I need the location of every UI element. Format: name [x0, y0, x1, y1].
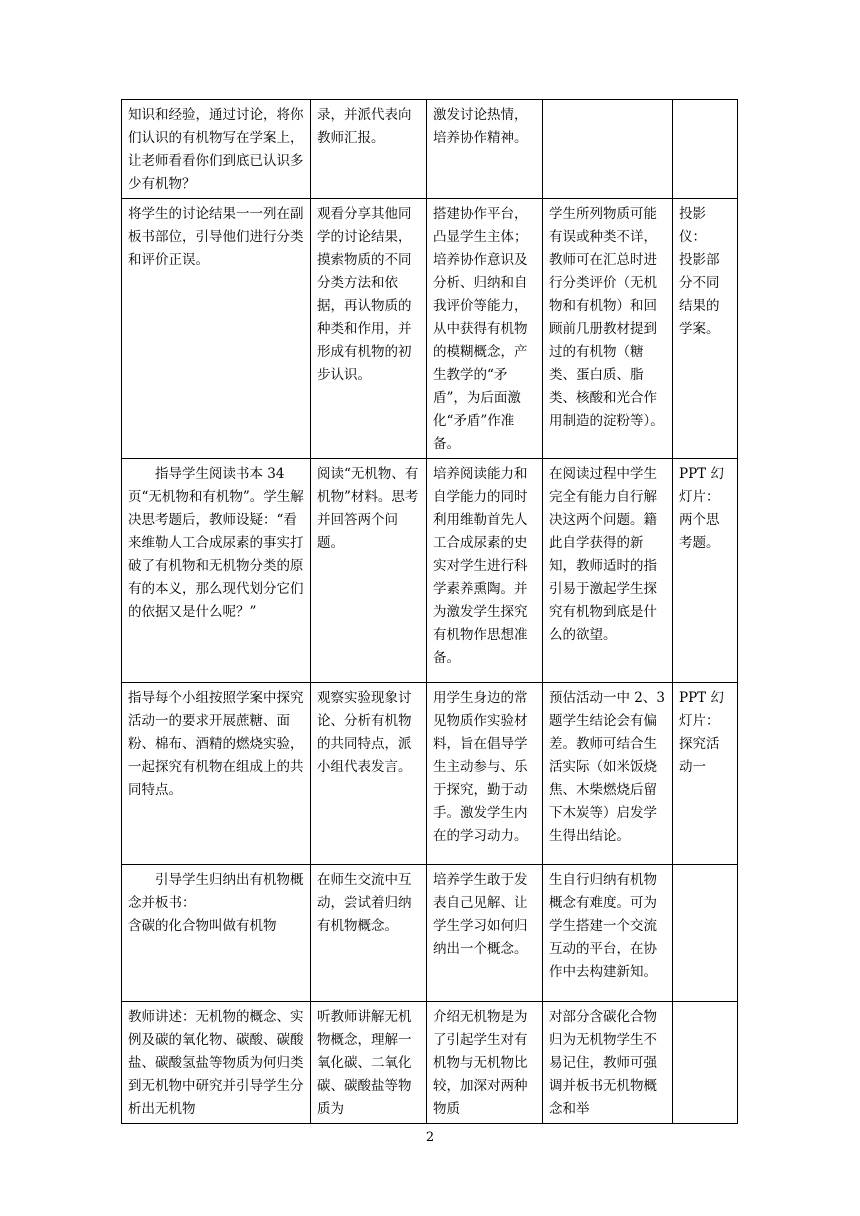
media-cell — [673, 1002, 738, 1124]
notes-cell: 生自行归纳有机物概念有难度。可为学生搭建一个交流互动的平台，在协作中去构建新知。 — [543, 865, 673, 1002]
student-activity-cell: 听教师讲解无机物概念，理解一氧化碳、二氧化碳、碳酸盐等物质为 — [311, 1002, 427, 1124]
table-row — [122, 683, 738, 865]
lesson-plan-table — [121, 99, 738, 1124]
notes-cell — [543, 100, 673, 199]
teacher-activity-cell: 知识和经验，通过讨论，将你们认识的有机物写在学案上，让老师看看你们到底已认识多少有机物？ — [122, 100, 311, 199]
student-activity-cell: 观察实验现象讨论、分析有机物的共同特点，派小组代表发言。 — [311, 683, 427, 865]
design-intent-cell: 激发讨论热情，培养协作精神。 — [427, 100, 543, 199]
design-intent-cell: 用学生身边的常见物质作实验材料，旨在倡导学生主动参与、乐于探究，勤于动手。激发学生内在的学习动力。 — [427, 683, 543, 865]
notes-cell: 学生所列物质可能有误或种类不详，教师可在汇总时进行分类评价（无机物和有机物）和回顾前几册教材提到过的有机物（糖类、蛋白质、脂类、核酸和光合作用制造的淀粉等）。 — [543, 199, 673, 459]
media-cell — [673, 865, 738, 1002]
design-intent-cell: 介绍无机物是为了引起学生对有机物与无机物比较，加深对两种物质 — [427, 1002, 543, 1124]
design-intent-cell: 搭建协作平台，凸显学生主体；培养协作意识及分析、归纳和自我评价等能力，从中获得有机物的模糊概念，产生教学的“矛盾”，为后面激化“矛盾”作准备。 — [427, 199, 543, 459]
teacher-activity-cell: 教师讲述：无机物的概念、实例及碳的氧化物、碳酸、碳酸盐、碳酸氢盐等物质为何归类到无机物中研究并引导学生分析出无机物 — [122, 1002, 311, 1124]
notes-cell: 对部分含碳化合物归为无机物学生不易记住，教师可强调并板书无机物概念和举 — [543, 1002, 673, 1124]
student-activity-cell: 观看分享其他同学的讨论结果，摸索物质的不同分类方法和依据，再认物质的种类和作用，并形成有机物的初步认识。 — [311, 199, 427, 459]
media-cell: PPT 幻灯片：探究活动一 — [673, 683, 738, 865]
table-row — [122, 199, 738, 459]
teacher-activity-cell: 将学生的讨论结果一一列在副板书部位，引导他们进行分类和评价正误。 — [122, 199, 311, 459]
table-row — [122, 865, 738, 1002]
teacher-activity-cell: 指导学生阅读书本 34 页“无机物和有机物”。学生解决思考题后，教师设疑：“看来维勒人工合成尿素的事实打破了有机物和无机物分类的原有的本义，那么现代划分它们的依据又是什么呢？” — [122, 459, 311, 683]
student-activity-cell: 阅读“无机物、有机物”材料。思考并回答两个问题。 — [311, 459, 427, 683]
student-activity-cell: 录，并派代表向教师汇报。 — [311, 100, 427, 199]
media-cell: PPT 幻灯片：两个思考题。 — [673, 459, 738, 683]
notes-cell: 预估活动一中 2、3 题学生结论会有偏差。教师可结合生活实际（如米饭烧焦、木柴燃烧后留下木炭等）启发学生得出结论。 — [543, 683, 673, 865]
notes-cell: 在阅读过程中学生完全有能力自行解决这两个问题。籍此自学获得的新知，教师适时的指引易于激起学生探究有机物到底是什么的欲望。 — [543, 459, 673, 683]
table-row — [122, 100, 738, 199]
table-row — [122, 459, 738, 683]
page-number: 2 — [425, 1130, 435, 1145]
media-cell — [673, 100, 738, 199]
design-intent-cell: 培养学生敢于发表自己见解、让学生学习如何归纳出一个概念。 — [427, 865, 543, 1002]
design-intent-cell: 培养阅读能力和自学能力的同时利用维勒首先人工合成尿素的史实对学生进行科学素养熏陶。并为激发学生探究有机物作思想准备。 — [427, 459, 543, 683]
media-cell: 投影仪： 投影部分不同结果的学案。 — [673, 199, 738, 459]
teacher-activity-cell: 指导每个小组按照学案中探究活动一的要求开展蔗糖、面粉、棉布、酒精的燃烧实验，一起探究有机物在组成上的共同特点。 — [122, 683, 311, 865]
table-row — [122, 1002, 738, 1124]
student-activity-cell: 在师生交流中互动，尝试着归纳有机物概念。 — [311, 865, 427, 1002]
teacher-activity-cell: 引导学生归纳出有机物概念并板书： 含碳的化合物叫做有机物 — [122, 865, 311, 1002]
